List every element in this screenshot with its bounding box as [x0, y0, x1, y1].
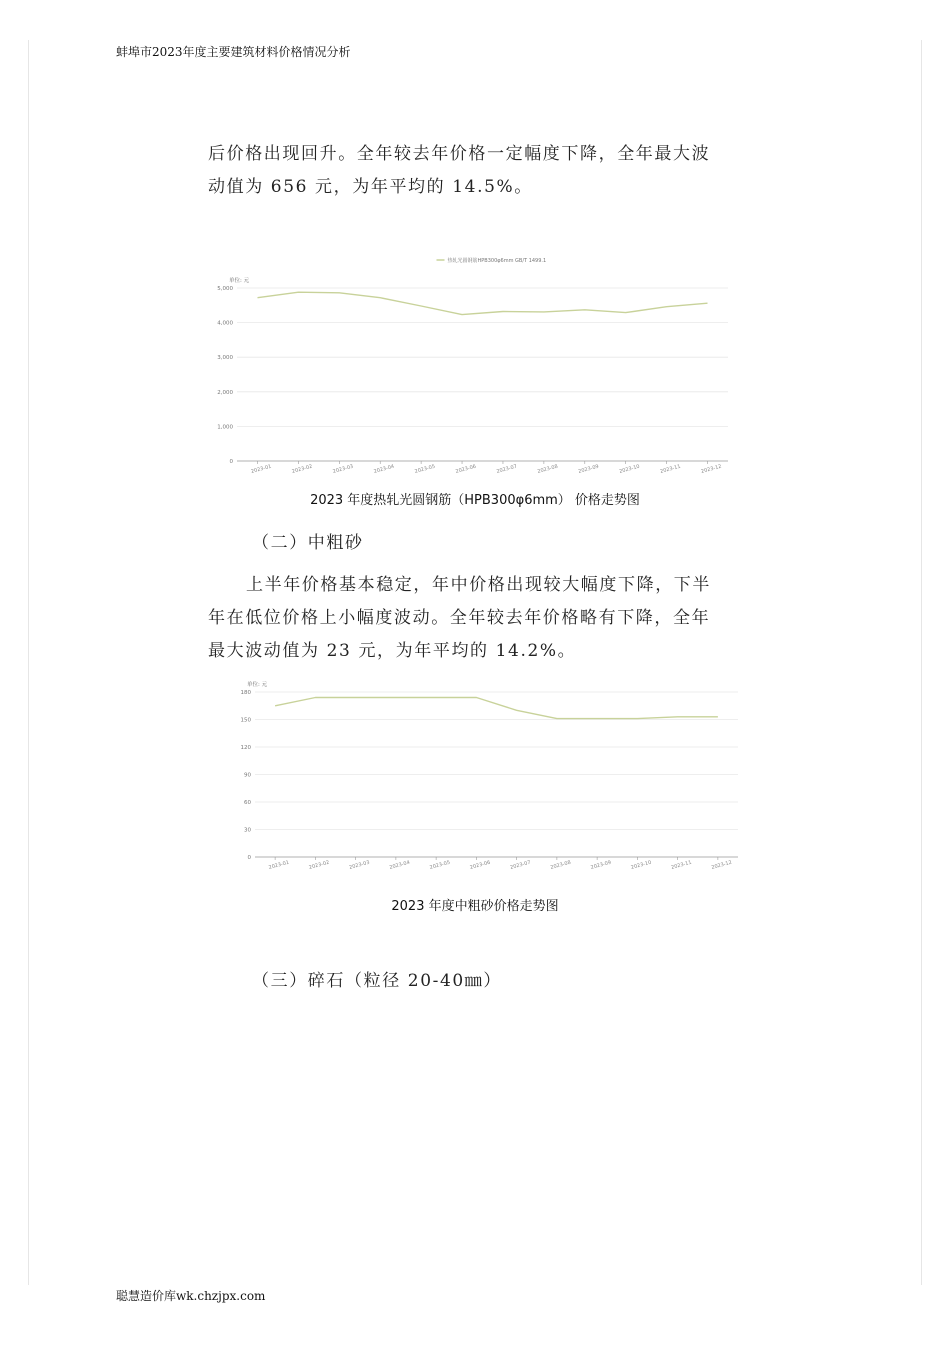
right-margin-line: [921, 40, 922, 1285]
data-point: [596, 717, 598, 719]
x-tick-label: 2023-11: [659, 463, 682, 475]
y-tick-label: 0: [229, 459, 233, 465]
steel-chart-caption: 2023 年度热轧光圆钢筋（HPB300φ6mm） 价格走势图: [310, 493, 640, 508]
data-point: [502, 310, 504, 312]
section-heading-gravel: （三）碎石（粒径 20-40㎜）: [252, 971, 503, 991]
y-tick-label: 5,000: [217, 286, 233, 292]
y-tick-label: 4,000: [217, 320, 233, 327]
x-tick-label: 2023-03: [332, 463, 355, 475]
y-tick-label: 90: [244, 772, 251, 779]
data-point: [584, 309, 586, 311]
x-tick-label: 2023-09: [577, 463, 600, 475]
x-tick-label: 2023-10: [618, 463, 641, 475]
sand-chart-caption: 2023 年度中粗砂价格走势图: [391, 899, 559, 914]
series-line: [275, 698, 718, 719]
x-tick-label: 2023-09: [590, 859, 612, 871]
sand-paragraph: 上半年价格基本稳定，年中价格出现较大幅度下降，下半年在低位价格上小幅度波动。全年较去年价格略有下降，全年最大波动值为 23 元，为年平均的 14.2%。: [208, 575, 711, 661]
footer-link[interactable]: 聪慧造价库wk.chzjpx.com: [116, 1289, 266, 1303]
unit-label: 单位: 元: [247, 682, 268, 688]
data-point: [297, 291, 299, 293]
x-tick-label: 2023-05: [429, 859, 451, 871]
x-tick-label: 2023-07: [495, 463, 518, 475]
data-point: [556, 717, 558, 719]
x-tick-label: 2023-04: [373, 463, 395, 475]
y-tick-label: 150: [240, 717, 251, 724]
page-header-title: 蚌埠市2023年度主要建筑材料价格情况分析: [116, 45, 351, 59]
data-point: [338, 292, 340, 294]
steel-paragraph-tail: 后价格出现回升。全年较去年价格一定幅度下降，全年最大波动值为 656 元，为年平均的 14.5%。: [208, 144, 711, 197]
data-point: [676, 716, 678, 718]
left-margin-line: [28, 40, 29, 1285]
data-point: [256, 296, 258, 298]
x-tick-label: 2023-06: [469, 859, 492, 871]
unit-label: 单位: 元: [229, 278, 250, 284]
x-tick-label: 2023-01: [250, 463, 273, 475]
data-point: [515, 709, 517, 711]
data-point: [435, 696, 437, 698]
y-tick-label: 60: [244, 800, 251, 806]
y-tick-label: 120: [240, 745, 251, 751]
y-tick-label: 3,000: [217, 355, 233, 362]
x-tick-label: 2023-10: [630, 859, 653, 871]
x-tick-label: 2023-02: [291, 463, 314, 475]
x-tick-label: 2023-06: [455, 463, 477, 475]
sand-price-chart: [235, 676, 745, 876]
legend-label: 热轧光圆钢筋HPB300φ6mm GB/T 1499.1: [447, 258, 547, 264]
y-tick-label: 0: [247, 855, 251, 861]
y-tick-label: 2,000: [217, 389, 233, 396]
y-tick-label: 1,000: [217, 424, 233, 431]
data-point: [354, 696, 356, 698]
series-line: [258, 292, 708, 314]
x-tick-label: 2023-03: [348, 859, 371, 871]
x-tick-label: 2023-12: [700, 463, 723, 475]
data-point: [274, 705, 276, 707]
x-tick-label: 2023-08: [536, 463, 559, 475]
data-point: [625, 311, 627, 313]
steel-price-chart: [200, 245, 740, 480]
data-point: [706, 302, 708, 304]
data-point: [543, 311, 545, 313]
x-tick-label: 2023-08: [549, 859, 572, 871]
section-heading-sand: （二）中粗砂: [252, 533, 364, 553]
data-point: [314, 696, 316, 698]
x-tick-label: 2023-07: [509, 859, 532, 871]
data-point: [717, 716, 719, 718]
x-tick-label: 2023-11: [670, 859, 693, 871]
x-tick-label: 2023-05: [414, 463, 436, 475]
data-point: [395, 696, 397, 698]
x-tick-label: 2023-12: [710, 859, 733, 871]
y-tick-label: 30: [244, 827, 251, 834]
data-point: [665, 305, 667, 307]
y-tick-label: 180: [240, 690, 251, 696]
data-point: [461, 313, 463, 315]
x-tick-label: 2023-02: [308, 859, 331, 871]
x-tick-label: 2023-01: [268, 859, 290, 871]
data-point: [420, 305, 422, 307]
data-point: [636, 717, 638, 719]
data-point: [379, 296, 381, 298]
data-point: [475, 696, 477, 698]
x-tick-label: 2023-04: [388, 859, 411, 871]
